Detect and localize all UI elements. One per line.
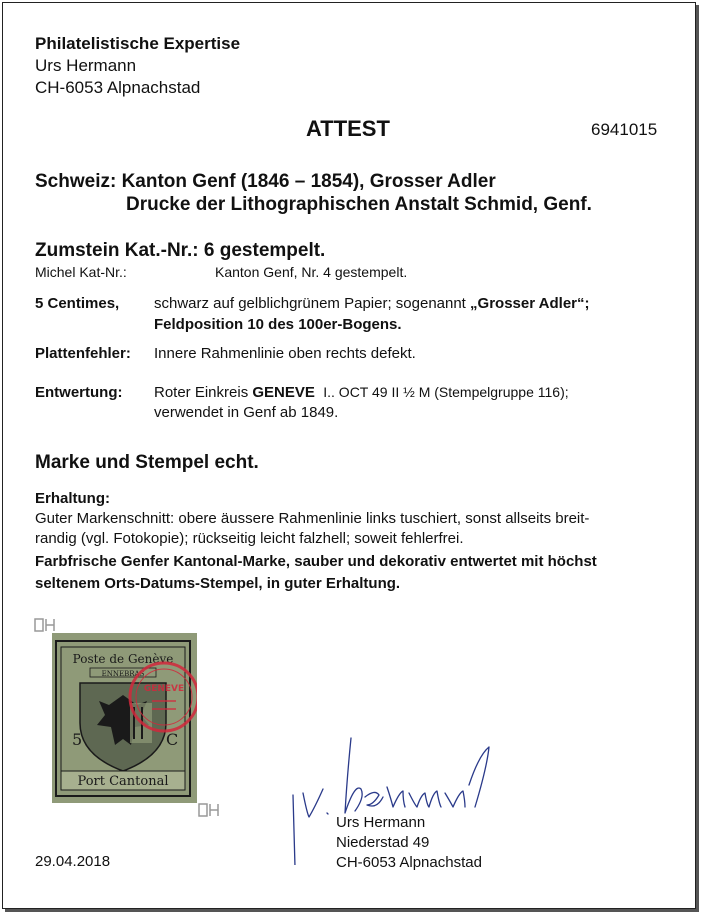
entwertung-text [154, 384, 569, 401]
erhaltung-summary2: seltenem Orts-Datums-Stempel, in guter Erhaltung. [35, 575, 401, 592]
platten-label: Plattenfehler: [35, 345, 131, 362]
denomination-text2: Feldposition 10 des 100er-Bogens. [154, 316, 402, 333]
michel-value: Kanton Genf, Nr. 4 gestempelt. [215, 264, 408, 280]
signer-street: Niederstad 49 [336, 834, 430, 851]
zumstein-catalog: Zumstein Kat.-Nr.: 6 gestempelt. [35, 240, 326, 261]
issuer-person: Urs Hermann [35, 56, 137, 75]
stamp-right-value: C [166, 730, 179, 749]
denomination-label: 5 Centimes, [35, 295, 120, 312]
subject-line2: Drucke der Lithographischen Anstalt Schmid, Genf. [126, 194, 592, 215]
platten-text: Innere Rahmenlinie oben rechts defekt. [154, 345, 416, 362]
signer-address: CH-6053 Alpnachstad [336, 854, 482, 871]
erhaltung-line1: Guter Markenschnitt: obere äussere Rahmenlinie links tuschiert, sonst allseits breit- [35, 510, 590, 527]
erhaltung-line2: randig (vgl. Fotokopie); rückseitig leicht falzhell; soweit fehlerfrei. [35, 530, 464, 547]
entwertung-line2: verwendet in Genf ab 1849. [154, 404, 339, 421]
stamp-cancel-text: GENEVE [143, 684, 185, 694]
stamp-top-text: Poste de Genève [72, 652, 174, 666]
entwertung-a: Roter Einkreis [154, 384, 253, 401]
guarantor-mark-icon [196, 800, 222, 822]
stamp-bottom-text: Port Cantonal [77, 774, 169, 789]
subject-line1: Schweiz: Kanton Genf (1846 – 1854), Grosser Adler [35, 171, 496, 192]
erhaltung-label: Erhaltung: [35, 490, 110, 507]
issuer-address: CH-6053 Alpnachstad [35, 78, 201, 97]
attest-title: ATTEST [306, 116, 390, 141]
stamp-image [52, 633, 197, 803]
stamp-band-text: ENNEBRAS [101, 670, 145, 678]
verdict: Marke und Stempel echt. [35, 452, 259, 473]
erhaltung-summary1: Farbfrische Genfer Kantonal-Marke, sauber und dekorativ entwertet mit höchst [35, 553, 597, 570]
attest-number: 6941015 [591, 120, 658, 139]
denomination-text1-b: „Grosser Adler“; [470, 295, 590, 312]
denomination-text1 [154, 295, 590, 312]
denomination-text1-a: schwarz auf gelblichgrünem Papier; sogenannt [154, 295, 471, 312]
michel-label: Michel Kat-Nr.: [35, 264, 127, 280]
signer-name: Urs Hermann [336, 814, 426, 831]
entwertung-c: I.. OCT 49 II ½ M (Stempelgruppe 116); [323, 384, 569, 400]
issuer-name: Philatelistische Expertise [35, 34, 241, 53]
stamp-left-value: 5 [72, 730, 83, 749]
entwertung-label: Entwertung: [35, 384, 123, 401]
entwertung-geneve: GENEVE [252, 384, 315, 401]
issue-date: 29.04.2018 [35, 853, 111, 870]
